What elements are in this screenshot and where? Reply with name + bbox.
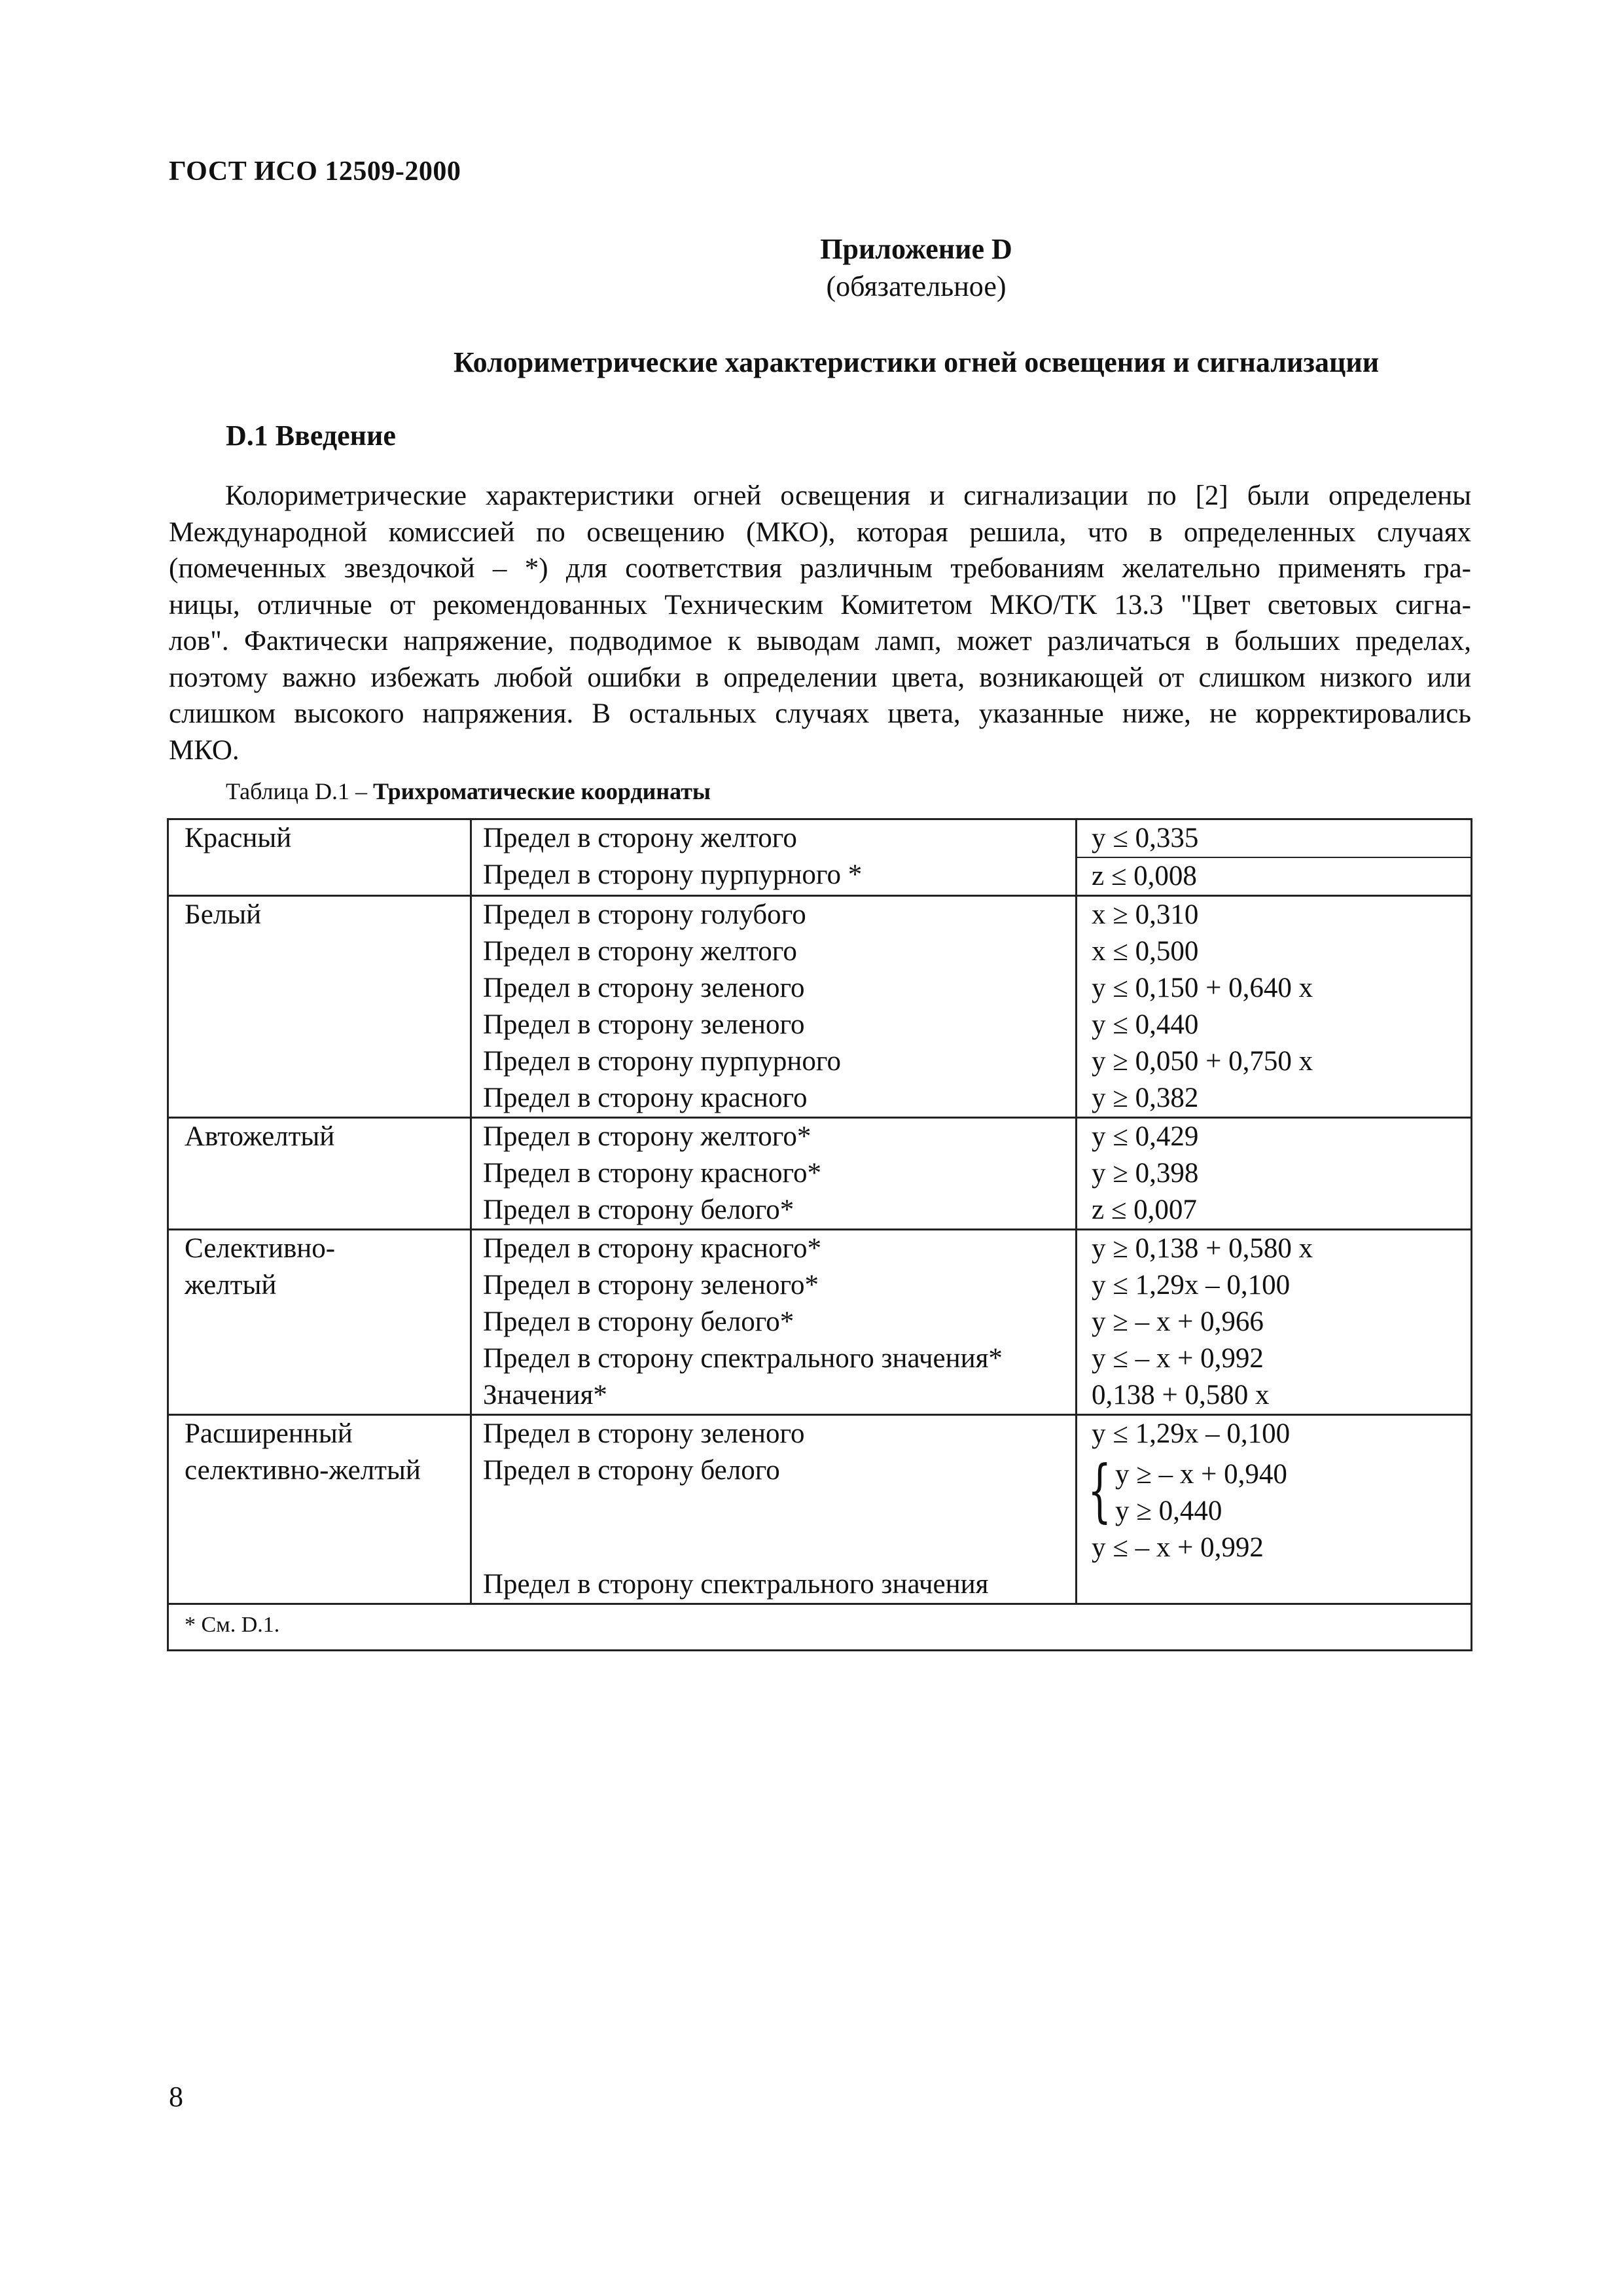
- color-name: Автожелтый: [185, 1121, 335, 1152]
- limit-text: Предел в сторону пурпурного: [483, 1046, 841, 1077]
- value-cell: [1077, 1118, 1472, 1230]
- limit-text: Предел в сторону желтого: [483, 936, 797, 967]
- table-footnote: * См. D.1.: [168, 1604, 1472, 1651]
- limit-cell: [471, 819, 1077, 896]
- curly-brace-icon: {: [1088, 1450, 1112, 1530]
- limit-cell: [471, 1118, 1077, 1230]
- appendix-subtitle: (обязательное): [826, 270, 1007, 302]
- color-name: селективно-желтый: [185, 1455, 421, 1486]
- value-text: y ≥ 0,440: [1115, 1496, 1222, 1526]
- paragraph-line: Международной комиссией по освещению (МКО), которая решила, что в определенных случаях: [169, 516, 1471, 548]
- value-text: x ≥ 0,310: [1092, 899, 1199, 930]
- limit-text: Предел в сторону голубого: [483, 899, 806, 930]
- limit-text: Предел в сторону желтого: [483, 823, 797, 853]
- limit-cell: [471, 1230, 1077, 1415]
- value-text: y ≤ 0,429: [1092, 1121, 1199, 1152]
- limit-text: Предел в сторону белого: [483, 1455, 780, 1486]
- value-text: y ≤ – x + 0,992: [1092, 1532, 1264, 1563]
- limit-text: Предел в сторону белого*: [483, 1194, 794, 1225]
- limit-text: Предел в сторону красного*: [483, 1158, 822, 1189]
- value-cell: [1077, 896, 1472, 1118]
- chromaticity-table: [167, 818, 1472, 1651]
- value-text: y ≤ 0,335: [1077, 820, 1471, 858]
- paragraph-line: МКО.: [169, 734, 240, 766]
- limit-text: Предел в сторону пурпурного *: [483, 859, 863, 890]
- value-text: y ≤ 0,440: [1092, 1009, 1199, 1040]
- value-text: y ≥ – x + 0,966: [1092, 1306, 1264, 1337]
- table-caption-title: Трихроматические координаты: [372, 778, 711, 804]
- value-text: y ≥ 0,050 + 0,750 x: [1092, 1046, 1313, 1077]
- limit-text: Предел в сторону красного*: [483, 1233, 822, 1264]
- table-caption: [226, 778, 711, 805]
- page-number: 8: [169, 2081, 183, 2113]
- color-cell: [168, 1415, 471, 1604]
- color-cell: [168, 1118, 471, 1230]
- value-text: y ≤ 0,150 + 0,640 x: [1092, 973, 1313, 1003]
- table-row: [168, 1230, 1472, 1415]
- limit-cell: [471, 896, 1077, 1118]
- table-row: [168, 1415, 1472, 1604]
- spacer: [483, 1489, 1075, 1566]
- table-row: [168, 1118, 1472, 1230]
- color-name: Расширенный: [185, 1418, 353, 1449]
- value-text: y ≥ – x + 0,940: [1115, 1459, 1287, 1490]
- footnote-row: [168, 1604, 1472, 1651]
- color-cell: [168, 1230, 471, 1415]
- intro-paragraph: [169, 478, 1471, 768]
- limit-text: Предел в сторону желтого*: [483, 1121, 812, 1152]
- value-cell: [1077, 1230, 1472, 1415]
- value-text: y ≤ 1,29x – 0,100: [1092, 1270, 1291, 1300]
- brace-values: [1115, 1456, 1287, 1530]
- table-row: [168, 896, 1472, 1118]
- color-name: желтый: [185, 1270, 277, 1300]
- limit-text: Предел в сторону зеленого: [483, 1418, 805, 1449]
- appendix-title: Приложение D: [820, 233, 1012, 265]
- limit-text: Предел в сторону спектрального значения: [483, 1569, 989, 1600]
- brace-group: [1088, 1450, 1471, 1530]
- document-header: ГОСТ ИСО 12509-2000: [169, 156, 461, 187]
- value-text: y ≤ – x + 0,992: [1092, 1343, 1264, 1374]
- color-name: Белый: [185, 899, 262, 930]
- paragraph-line: (помеченных звездочкой – *) для соответствия различным требованиям желательно применять гра-: [169, 553, 1471, 584]
- color-cell: [168, 896, 471, 1118]
- limit-text: Значения*: [483, 1380, 607, 1410]
- value-cell: [1077, 1415, 1472, 1604]
- table-row: [168, 819, 1472, 896]
- value-text: y ≥ 0,138 + 0,580 x: [1092, 1233, 1313, 1264]
- color-name: Красный: [185, 823, 292, 853]
- paragraph-line: поэтому важно избежать любой ошибки в определении цвета, возникающей от слишком низкого или: [169, 662, 1471, 693]
- value-text: y ≥ 0,382: [1092, 1083, 1199, 1113]
- value-text: z ≤ 0,007: [1092, 1194, 1197, 1225]
- appendix-heading: Колориметрические характеристики огней освещения и сигнализации: [453, 346, 1380, 378]
- color-name: Селективно-: [185, 1233, 336, 1264]
- limit-text: Предел в сторону зеленого: [483, 1009, 805, 1040]
- limit-text: Предел в сторону зеленого*: [483, 1270, 819, 1300]
- section-title: D.1 Введение: [226, 420, 396, 452]
- table-caption-prefix: Таблица D.1 –: [226, 778, 373, 804]
- value-cell: [1077, 819, 1472, 896]
- limit-text: Предел в сторону зеленого: [483, 973, 805, 1003]
- paragraph-line: лов". Фактически напряжение, подводимое к выводам ламп, может различаться в больших пределах,: [169, 626, 1471, 656]
- limit-text: Предел в сторону белого*: [483, 1306, 794, 1337]
- limit-text: Предел в сторону красного: [483, 1083, 808, 1113]
- value-text: 0,138 + 0,580 x: [1092, 1380, 1270, 1410]
- paragraph-line: слишком высокого напряжения. В остальных случаях цвета, указанные ниже, не корректировались: [169, 698, 1471, 729]
- value-text: y ≤ 1,29x – 0,100: [1092, 1418, 1291, 1449]
- value-text: z ≤ 0,008: [1092, 861, 1197, 891]
- value-text: y ≥ 0,398: [1092, 1158, 1199, 1189]
- limit-cell: [471, 1415, 1077, 1604]
- limit-text: Предел в сторону спектрального значения*: [483, 1343, 1003, 1374]
- color-cell: [168, 819, 471, 896]
- paragraph-line: ницы, отличные от рекомендованных Техническим Комитетом МКО/ТК 13.3 "Цвет световых сигна-: [169, 589, 1471, 620]
- paragraph-line: Колориметрические характеристики огней освещения и сигнализации по [2] были определены: [225, 480, 1471, 511]
- value-text: x ≤ 0,500: [1092, 936, 1199, 967]
